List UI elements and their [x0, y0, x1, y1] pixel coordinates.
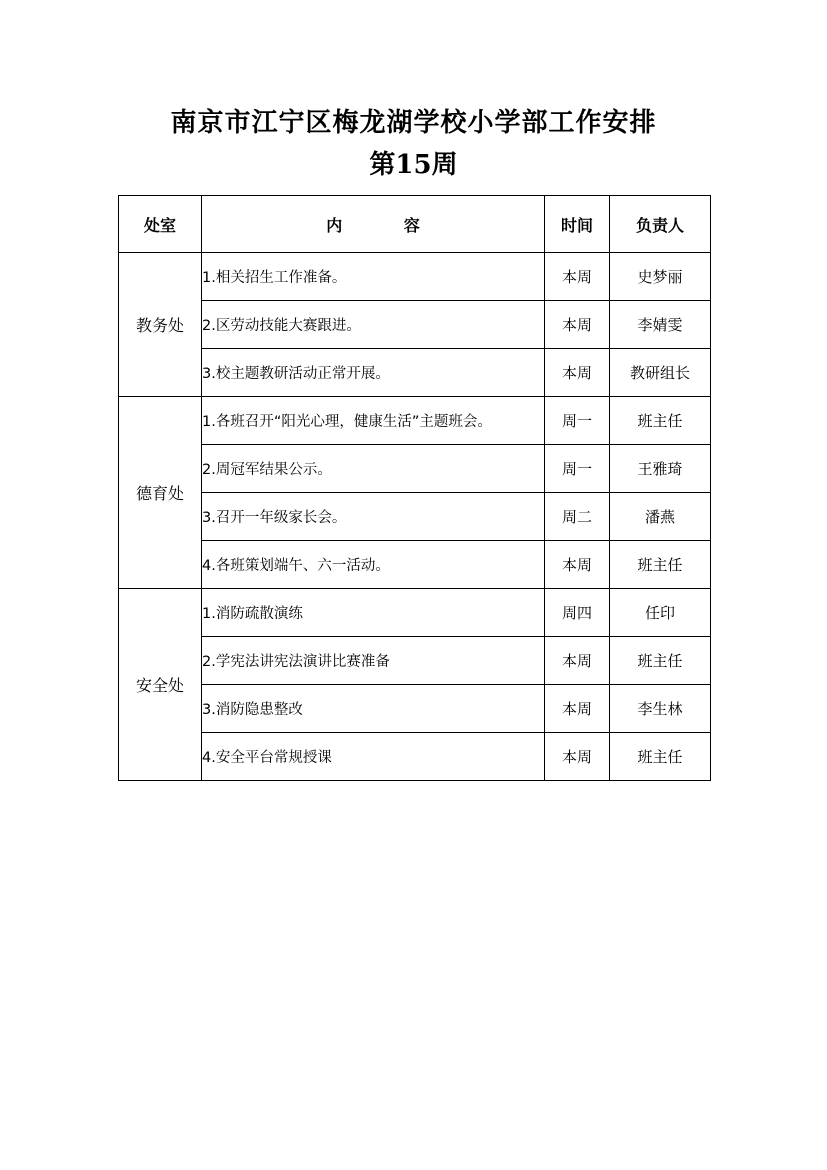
header-content	[202, 196, 545, 253]
table-row	[119, 685, 711, 733]
dept-cell-safety: 安全处	[119, 589, 202, 781]
table-row	[119, 637, 711, 685]
table-row	[119, 445, 711, 493]
person-cell: 李婧雯	[610, 301, 711, 349]
time-cell: 周四	[545, 589, 610, 637]
time-cell: 周一	[545, 445, 610, 493]
time-cell: 本周	[545, 301, 610, 349]
person-cell: 班主任	[610, 397, 711, 445]
dept-cell-academic: 教务处	[119, 253, 202, 397]
content-cell: 1.各班召开“阳光心理，健康生活”主题班会。	[202, 397, 545, 445]
time-cell: 本周	[545, 733, 610, 781]
table-row	[119, 589, 711, 637]
content-cell: 2.周冠军结果公示。	[202, 445, 545, 493]
header-dept: 处室	[119, 196, 202, 253]
content-cell: 1.相关招生工作准备。	[202, 253, 545, 301]
content-cell: 4.安全平台常规授课	[202, 733, 545, 781]
content-cell: 3.消防隐患整改	[202, 685, 545, 733]
table-row	[119, 733, 711, 781]
time-cell: 本周	[545, 541, 610, 589]
header-content-label: 内 容	[326, 215, 448, 235]
table-row	[119, 301, 711, 349]
table-row	[119, 349, 711, 397]
schedule-table	[118, 195, 711, 781]
content-cell: 1.消防疏散演练	[202, 589, 545, 637]
time-cell: 周一	[545, 397, 610, 445]
content-cell: 3.校主题教研活动正常开展。	[202, 349, 545, 397]
person-cell: 班主任	[610, 733, 711, 781]
time-cell: 本周	[545, 349, 610, 397]
person-cell: 李生林	[610, 685, 711, 733]
header-time: 时间	[545, 196, 610, 253]
table-row	[119, 253, 711, 301]
person-cell: 王雅琦	[610, 445, 711, 493]
header-row	[119, 196, 711, 253]
week-title: 第15周	[369, 150, 458, 180]
content-cell: 2.区劳动技能大赛跟进。	[202, 301, 545, 349]
time-cell: 本周	[545, 637, 610, 685]
page-title: 南京市江宁区梅龙湖学校小学部工作安排	[170, 108, 657, 138]
person-cell: 任印	[610, 589, 711, 637]
header-person: 负责人	[610, 196, 711, 253]
table-row	[119, 541, 711, 589]
time-cell: 本周	[545, 253, 610, 301]
table-row	[119, 397, 711, 445]
person-cell: 潘燕	[610, 493, 711, 541]
person-cell: 教研组长	[610, 349, 711, 397]
content-cell: 3.召开一年级家长会。	[202, 493, 545, 541]
time-cell: 本周	[545, 685, 610, 733]
person-cell: 史梦丽	[610, 253, 711, 301]
person-cell: 班主任	[610, 541, 711, 589]
content-cell: 4.各班策划端午、六一活动。	[202, 541, 545, 589]
person-cell: 班主任	[610, 637, 711, 685]
table-row	[119, 493, 711, 541]
time-cell: 周二	[545, 493, 610, 541]
dept-cell-moral: 德育处	[119, 397, 202, 589]
content-cell: 2.学宪法讲宪法演讲比赛准备	[202, 637, 545, 685]
